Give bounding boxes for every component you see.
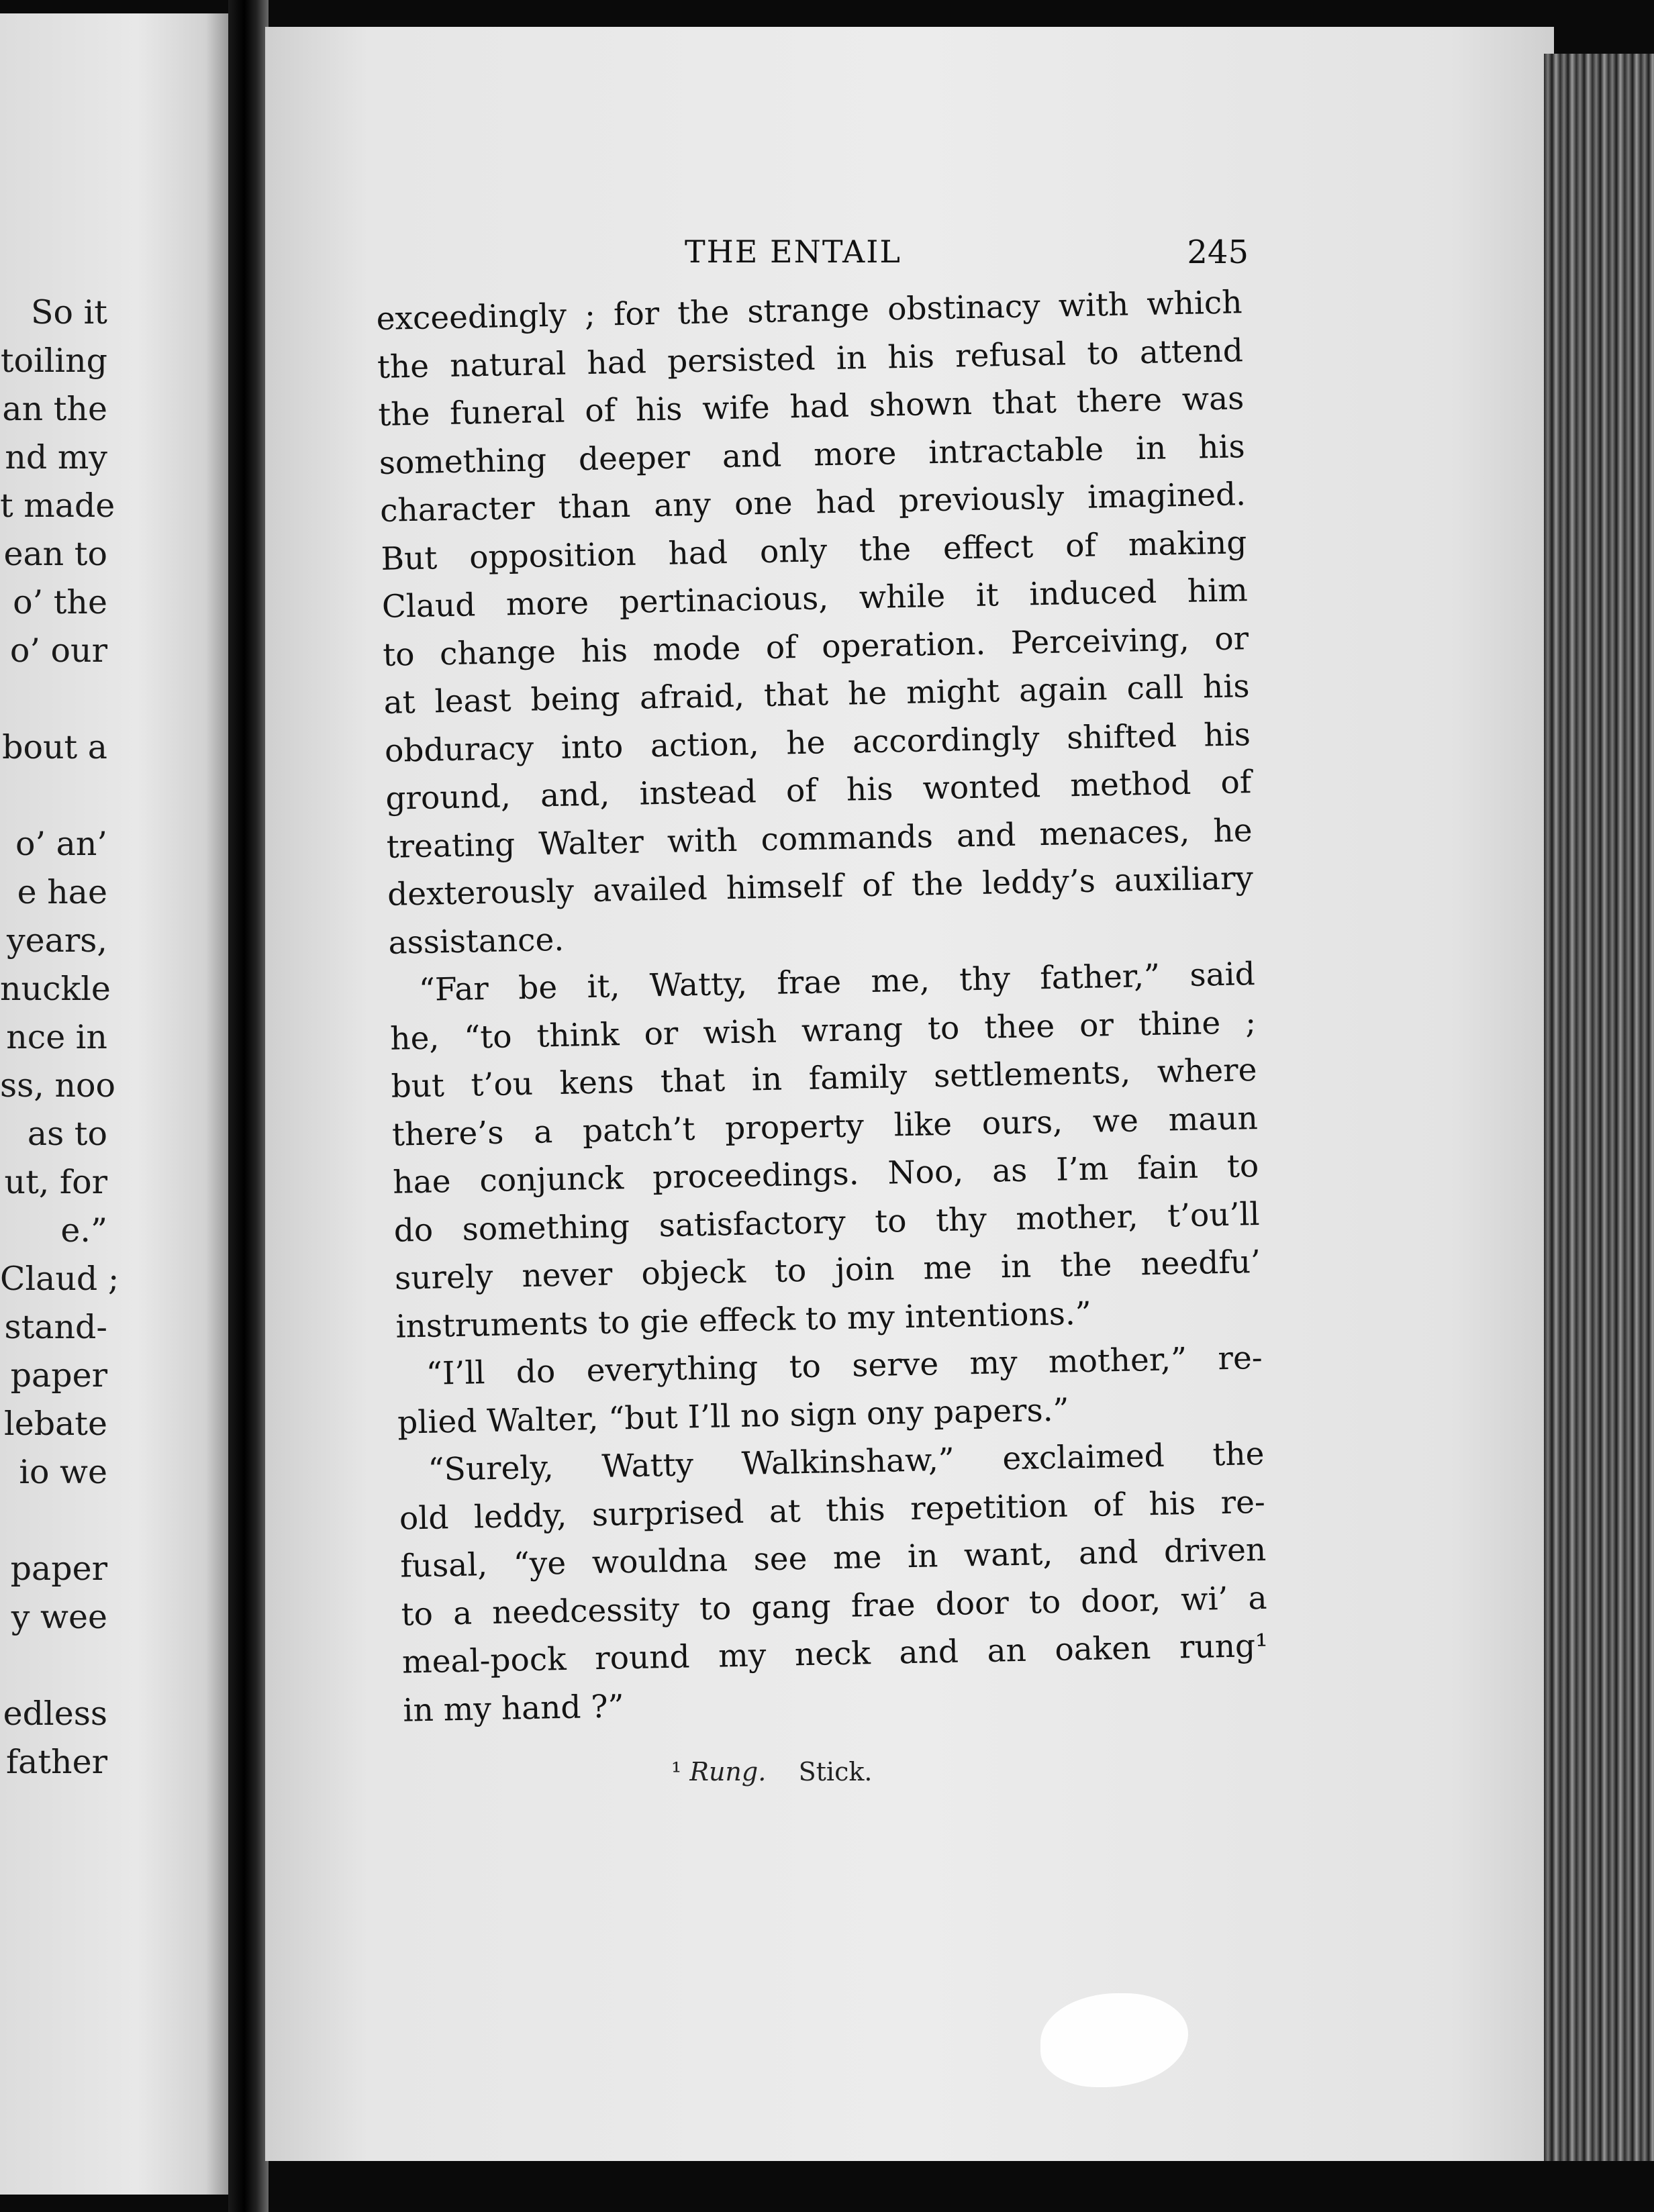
text-line: something deeper and more intractable in his: [379, 428, 1246, 482]
page-fore-edge: [1544, 54, 1654, 2161]
left-line: e.”: [60, 1211, 107, 1250]
footnote: [671, 1757, 872, 1787]
left-line: ut, for: [4, 1163, 107, 1201]
left-line: o’ the: [13, 583, 107, 621]
left-line: an the: [2, 390, 107, 428]
left-line: io we: [19, 1453, 107, 1491]
left-line: [0, 1497, 107, 1545]
text-line: plied Walter, “but I’ll no sign ony papers.”: [397, 1391, 1070, 1442]
left-line: toiling: [0, 342, 107, 380]
left-line: Claud ;: [0, 1260, 119, 1298]
text-line: character than any one had previously imagined.: [379, 476, 1247, 530]
page-header: [685, 234, 1249, 274]
text-line: “Far be it, Watty, frae me, thy father,” said: [418, 956, 1256, 1009]
text-line: hae conjunck proceedings. Noo, as I’m fain to: [392, 1147, 1259, 1201]
left-line: paper: [10, 1550, 107, 1588]
text-line: but t’ou kens that in family settlements, where: [391, 1052, 1257, 1105]
left-line: So it: [30, 293, 107, 332]
footnote-term: Rung.: [689, 1757, 767, 1787]
left-line: o’ an’: [15, 825, 107, 863]
text-line: treating Walter with commands and menaces, he: [386, 811, 1253, 866]
page-number: 245: [1187, 234, 1249, 271]
text-line: in my hand ?”: [402, 1687, 625, 1729]
text-line: obduracy into action, he accordingly shifted his: [384, 715, 1251, 770]
text-line: to a needcessity to gang frae door to door, wi’ a: [401, 1579, 1268, 1633]
left-line: t made: [0, 487, 115, 525]
left-line: nce in: [6, 1018, 107, 1056]
left-line: e hae: [17, 873, 107, 911]
text-line: he, “to think or wish wrang to thee or thine ;: [389, 1003, 1257, 1058]
text-line: the funeral of his wife had shown that there was: [377, 380, 1245, 434]
left-line: y wee: [11, 1598, 107, 1636]
text-line: meal-pock round my neck and an oaken rung¹: [401, 1627, 1269, 1681]
text-line: surely never objeck to join me in the needfu’: [394, 1243, 1261, 1297]
text-line: there’s a patch’t property like ours, we maun: [391, 1099, 1259, 1154]
left-page-fragment: [0, 13, 228, 2195]
text-line: at least being afraid, that he might again call his: [383, 668, 1250, 721]
left-line: edless: [3, 1695, 107, 1733]
left-line: as to: [27, 1115, 107, 1153]
left-line: paper: [10, 1356, 107, 1395]
left-line: lebate: [4, 1405, 107, 1443]
left-line: [0, 1642, 107, 1690]
text-line: the natural had persisted in his refusal to attend: [377, 332, 1244, 386]
text-line: exceedingly ; for the strange obstinacy with which: [376, 284, 1243, 338]
text-line: do something satisfactory to thy mother, t’ou’ll: [393, 1195, 1261, 1250]
text-line: But opposition had only the effect of making: [381, 523, 1247, 578]
text-line: instruments to gie effeck to my intentions.”: [395, 1295, 1092, 1346]
left-page-text: [0, 289, 119, 1787]
footnote-definition: Stick.: [798, 1757, 873, 1787]
body-text: [376, 279, 1269, 1734]
left-line: nuckle: [0, 970, 111, 1008]
text-line: fusal, “ye wouldna see me in want, and driven: [399, 1531, 1267, 1585]
left-line: o’ our: [9, 632, 107, 670]
left-line: ss, noo: [0, 1066, 116, 1105]
text-line: to change his mode of operation. Perceiving, or: [382, 619, 1249, 674]
left-line: ean to: [3, 535, 107, 573]
text-line: assistance.: [387, 921, 565, 962]
left-line: nd my: [5, 438, 107, 476]
text-line: old leddy, surprised at this repetition of his re-: [399, 1483, 1266, 1538]
text-line: “Surely, Watty Walkinshaw,” exclaimed the: [428, 1435, 1265, 1489]
left-line: years,: [6, 921, 107, 960]
left-line: stand-: [4, 1308, 107, 1346]
text-line: dexterously availed himself of the leddy’s auxiliary: [387, 860, 1254, 913]
left-line: father: [5, 1743, 107, 1781]
left-line: [0, 772, 107, 820]
running-title: THE ENTAIL: [685, 234, 902, 270]
left-line: bout a: [2, 728, 107, 766]
footnote-marker: ¹: [671, 1757, 682, 1787]
left-line: [0, 675, 107, 723]
text-line: “I’ll do everything to serve my mother,” re-: [426, 1339, 1263, 1393]
text-line: Claud more pertinacious, while it induced him: [381, 572, 1249, 625]
book-gutter: [228, 0, 269, 2212]
text-line: ground, and, instead of his wonted method of: [385, 764, 1252, 817]
